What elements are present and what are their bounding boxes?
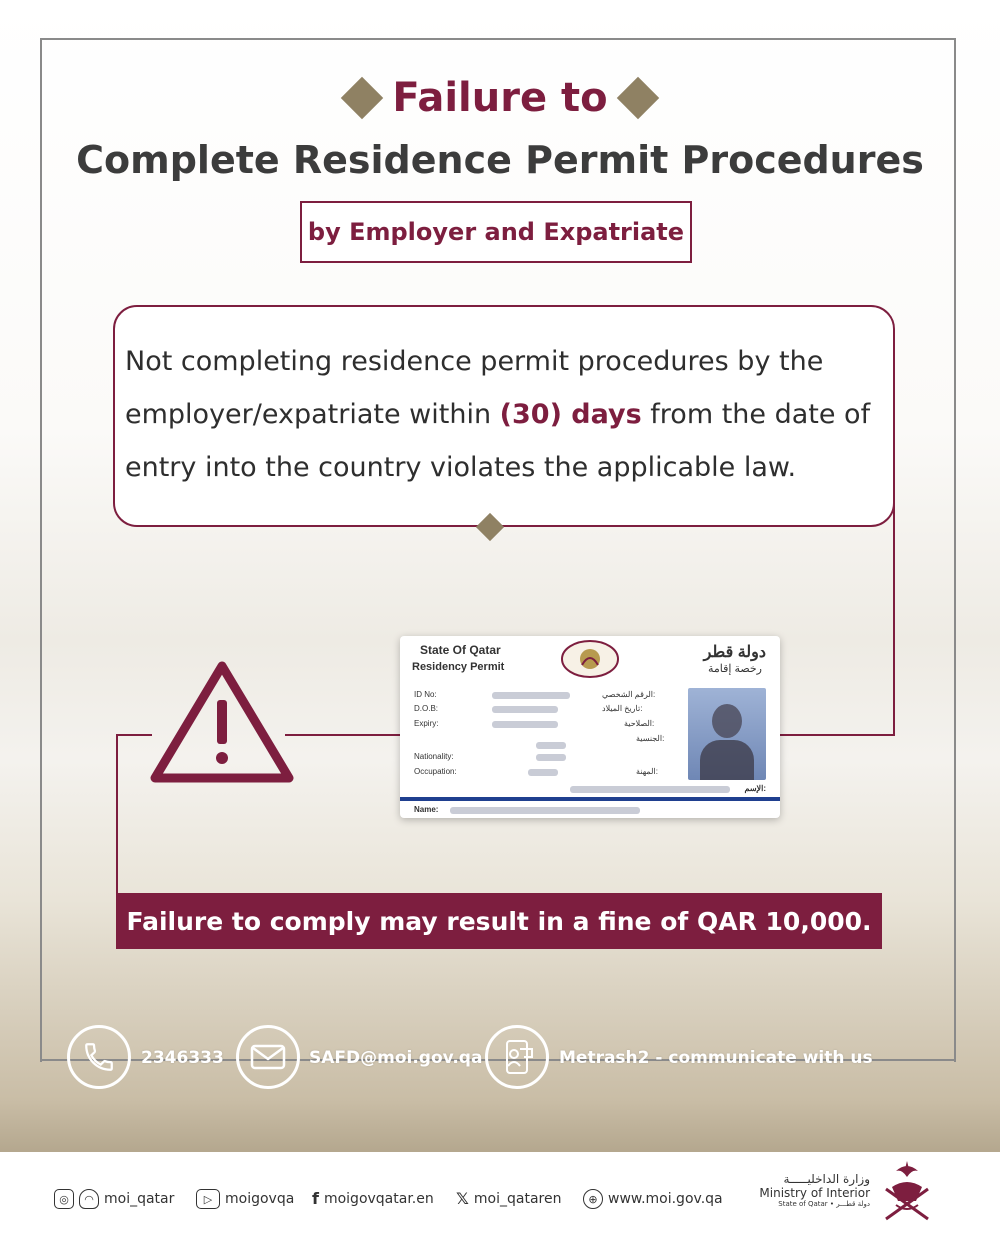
field-occupation-label-ar: المهنة: <box>636 767 658 776</box>
x-handle[interactable]: moi_qataren <box>473 1190 562 1207</box>
qatar-emblem-icon <box>876 1157 938 1227</box>
subtitle-text: by Employer and Expatriate <box>307 218 685 246</box>
diamond-left-icon <box>341 77 383 119</box>
redacted-name-ar <box>570 786 730 793</box>
title-failure-to: Failure to <box>392 75 608 121</box>
state-ar: دولة قطـــر <box>836 1200 870 1208</box>
state-line: State of Qatar • دولة قطـــر <box>778 1200 870 1208</box>
footer-website[interactable] <box>583 1189 723 1209</box>
redacted-nationality-ar <box>536 742 566 749</box>
message-part2: from the date of entry into the country violates the applicable law. <box>125 399 871 483</box>
field-dob-label: D.O.B: <box>414 704 439 713</box>
facebook-handle[interactable]: moigovqatar.en <box>323 1190 434 1207</box>
footer-x[interactable] <box>456 1189 561 1208</box>
field-expiry-label-ar: الصلاحية: <box>624 719 655 728</box>
page-title: Complete Residence Permit Procedures <box>76 138 924 182</box>
youtube-handle[interactable]: moigovqa <box>225 1191 295 1207</box>
ministry-name-en: Ministry of Interior <box>759 1186 870 1200</box>
app-link[interactable]: Metrash2 - communicate with us <box>559 1048 873 1068</box>
field-expiry-label: Expiry: <box>414 719 439 728</box>
field-nationality-label-ar: الجنسية: <box>636 734 665 743</box>
field-id-label-ar: الرقم الشخصي: <box>602 690 656 699</box>
card-stripe <box>400 797 780 801</box>
envelope-glyph <box>250 1044 286 1070</box>
connector-left-down <box>116 734 118 894</box>
instagram-icon[interactable]: ◎ <box>54 1189 74 1209</box>
heading-line1 <box>0 75 1000 121</box>
card-subtitle-en: Residency Permit <box>412 661 505 673</box>
redacted-expiry <box>492 721 558 728</box>
message-highlight: (30) days <box>499 399 642 430</box>
connector-card-right <box>780 734 895 736</box>
website-link[interactable]: www.moi.gov.qa <box>608 1191 723 1207</box>
footer-facebook[interactable] <box>312 1189 434 1208</box>
connector-right <box>893 330 895 736</box>
footer-instagram-snapchat[interactable] <box>54 1189 174 1209</box>
field-dob-label-ar: تاريخ الميلاد: <box>602 704 643 713</box>
connector-warning-left <box>116 734 152 736</box>
x-icon[interactable]: 𝕏 <box>456 1189 469 1208</box>
youtube-icon[interactable]: ▷ <box>196 1189 220 1209</box>
facebook-icon[interactable]: f <box>312 1189 319 1208</box>
field-id-label: ID No: <box>414 690 437 699</box>
state-en: State of Qatar <box>778 1200 828 1208</box>
fine-banner <box>116 893 882 949</box>
card-title-en: State Of Qatar <box>420 643 501 657</box>
redacted-nationality <box>536 754 566 761</box>
fine-text: Failure to comply may result in a fine of QAR 10,000. <box>126 906 872 936</box>
redacted-occupation <box>528 769 558 776</box>
app-glyph <box>500 1038 534 1076</box>
field-occupation-label: Occupation: <box>414 767 457 776</box>
message-text <box>125 335 885 494</box>
ministry-logo-text <box>750 1172 870 1208</box>
subtitle-box <box>300 201 692 263</box>
email-link[interactable]: SAFD@moi.gov.qa <box>309 1048 483 1068</box>
name-label-ar: الإسم: <box>744 784 766 793</box>
field-nationality-label: Nationality: <box>414 752 454 761</box>
qatar-emblem-icon <box>560 639 620 679</box>
message-part1: Not completing residence permit procedures by the employer/expatriate within <box>125 346 824 430</box>
name-label-en: Name: <box>414 805 439 814</box>
redacted-dob <box>492 706 558 713</box>
footer-youtube[interactable] <box>196 1189 294 1209</box>
ministry-name-ar: وزارة الداخليـــــة <box>783 1172 870 1186</box>
redacted-id <box>492 692 570 699</box>
phone-icon[interactable] <box>67 1025 131 1089</box>
diamond-right-icon <box>617 77 659 119</box>
residency-permit-card <box>400 636 780 818</box>
phone-glyph <box>82 1040 116 1074</box>
connector-card-left <box>285 734 400 736</box>
photo-placeholder <box>688 688 766 780</box>
envelope-icon[interactable] <box>236 1025 300 1089</box>
app-icon[interactable] <box>485 1025 549 1089</box>
phone-number[interactable]: 2346333 <box>141 1048 224 1068</box>
globe-icon[interactable]: ⊕ <box>583 1189 603 1209</box>
card-title-ar: دولة قطر <box>703 644 766 661</box>
card-subtitle-ar: رخصة إقامة <box>707 663 762 675</box>
instagram-handle[interactable]: moi_qatar <box>104 1191 175 1207</box>
snapchat-icon[interactable]: ◠ <box>79 1189 99 1209</box>
warning-icon <box>149 660 295 786</box>
redacted-name <box>450 807 640 814</box>
